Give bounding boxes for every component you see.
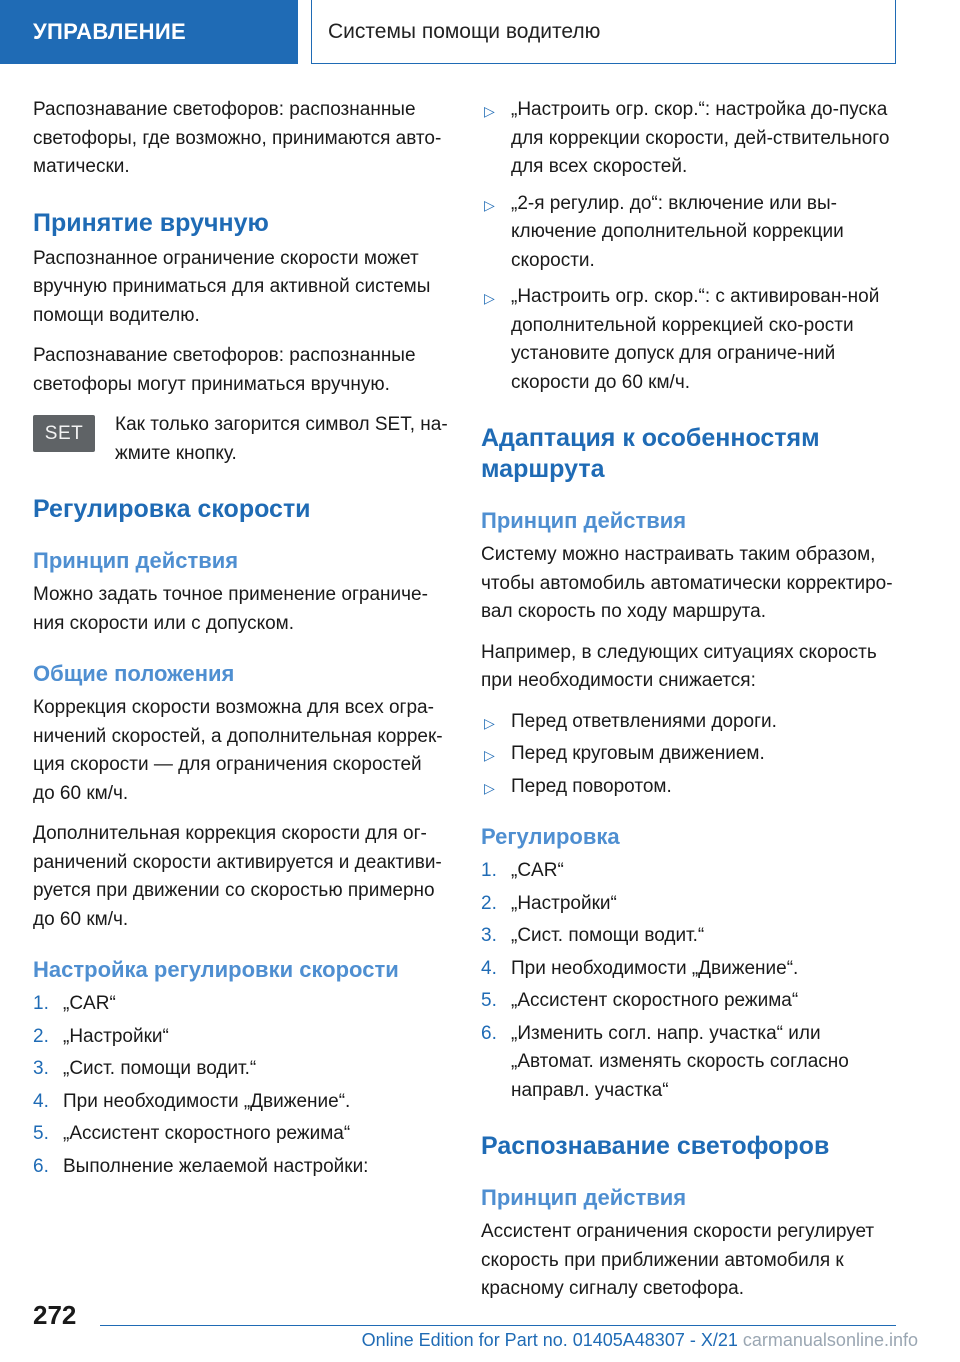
triangle-bullet-icon: ▷ <box>484 196 495 213</box>
manual-paragraph-2: Распознавание светофоров: распознанные светофоры могут приниматься вручную. <box>33 345 416 395</box>
footer-edition <box>362 1330 918 1351</box>
list-item: 4. При необходимости „Движение“. <box>481 957 799 979</box>
triangle-bullet-icon: ▷ <box>484 103 495 119</box>
general-paragraph-1: Коррекция скорости возможна для всех огра-ничений скоростей, а дополнительная коррек-ция скорости — для ограничения скоростей до 60 км/ч. <box>33 697 443 804</box>
list-item: ▷ „2-я регулир. до“: включение или вы-ключение дополнительной коррекции скорости. <box>484 192 844 271</box>
watermark-text: carmanualsonline.info <box>742 1330 918 1350</box>
list-item: 6. Выполнение желаемой настройки: <box>33 1155 369 1177</box>
principle-heading: Принцип действия <box>33 548 239 573</box>
manual-paragraph-1: Распознанное ограничение скорости может вручную приниматься для активной системы помощи водителю. <box>33 247 431 326</box>
list-item: 1. „CAR“ <box>481 860 564 881</box>
list-item: ▷ Перед поворотом. <box>481 773 896 802</box>
list-item: 3. „Сист. помощи водит.“ <box>481 925 705 946</box>
right-column <box>481 96 896 1316</box>
list-item: 4. При необходимости „Движение“. <box>33 1090 351 1112</box>
page-number: 272 <box>33 1300 77 1330</box>
route-paragraph-1: Систему можно настраивать таким образом, чтобы автомобиль автоматически корректиро-вал скорость по ходу маршрута. <box>481 544 893 622</box>
list-item: ▷ Перед ответвлениями дороги. <box>481 708 896 737</box>
list-item: ▷ „Настроить огр. скор.“: настройка до-пуска для коррекции скорости, дей-ствительного для всех скоростей. <box>484 99 890 177</box>
section-tab: УПРАВЛЕНИЕ <box>0 0 298 64</box>
list-item: 1. „CAR“ <box>33 993 116 1014</box>
set-instruction <box>33 411 448 468</box>
traffic-principle-heading: Принцип действия <box>481 1185 687 1210</box>
list-item: 2. „Настройки“ <box>481 892 617 914</box>
route-steps <box>481 857 896 1105</box>
route-paragraph-2: Например, в следующих ситуациях скорость при необходимости снижается: <box>481 641 877 691</box>
list-item: ▷ Перед круговым движением. <box>481 740 896 769</box>
route-principle-heading: Принцип действия <box>481 508 687 533</box>
set-button-icon: SET <box>33 415 95 452</box>
list-item: 5. „Ассистент скоростного режима“ <box>33 1123 351 1144</box>
edition-text: Online Edition for Part no. 01405A48307 - X/21 <box>361 1330 738 1350</box>
route-heading: Адаптация к особенностям маршрута <box>481 424 820 483</box>
traffic-paragraph: Ассистент ограничения скорости регулирует скорость при приближении автомобиля к красному сигналу светофора. <box>481 1221 875 1299</box>
speed-heading: Регулировка скорости <box>33 495 311 523</box>
list-item: 6. „Изменить согл. напр. участка“ или „Автомат. изменять скорость согласно направл. участка“ <box>481 1022 849 1101</box>
settings-heading: Настройка регулировки скорости <box>33 957 399 982</box>
intro-paragraph: Распознавание светофоров: распознанные светофоры, где возможно, принимаются авто-матически. <box>33 99 442 177</box>
list-item: 5. „Ассистент скоростного режима“ <box>481 990 799 1011</box>
left-column <box>33 96 448 1189</box>
route-cases <box>481 708 896 802</box>
triangle-bullet-icon: ▷ <box>484 747 495 763</box>
triangle-bullet-icon: ▷ <box>484 714 495 731</box>
route-adjust-heading: Регулировка <box>481 824 620 849</box>
triangle-bullet-icon: ▷ <box>484 779 495 796</box>
triangle-bullet-icon: ▷ <box>484 290 495 306</box>
principle-paragraph: Можно задать точное применение ограниче-ния скорости или с допуском. <box>33 584 428 634</box>
footer-divider <box>100 1325 896 1326</box>
set-instruction-text: Как только загорится символ SET, на-жмите кнопку. <box>115 414 448 464</box>
list-item: 3. „Сист. помощи водит.“ <box>33 1058 257 1079</box>
chapter-title: Системы помощи водителю <box>311 0 896 64</box>
traffic-heading: Распознавание светофоров <box>481 1132 830 1160</box>
settings-options <box>481 96 896 397</box>
general-heading: Общие положения <box>33 661 235 686</box>
general-paragraph-2: Дополнительная коррекция скорости для ог-раничений скорости активируется и деактиви-руется при движении со скоростью примерно до 60 км/ч. <box>33 823 442 930</box>
manual-heading: Принятие вручную <box>33 208 269 237</box>
list-item: ▷ „Настроить огр. скор.“: с активирован-ной дополнительной коррекцией ско-рости установите допуск для ограниче-ний скорости до 60 км/ч. <box>484 286 880 393</box>
list-item: 2. „Настройки“ <box>33 1025 169 1047</box>
settings-steps <box>33 990 448 1181</box>
